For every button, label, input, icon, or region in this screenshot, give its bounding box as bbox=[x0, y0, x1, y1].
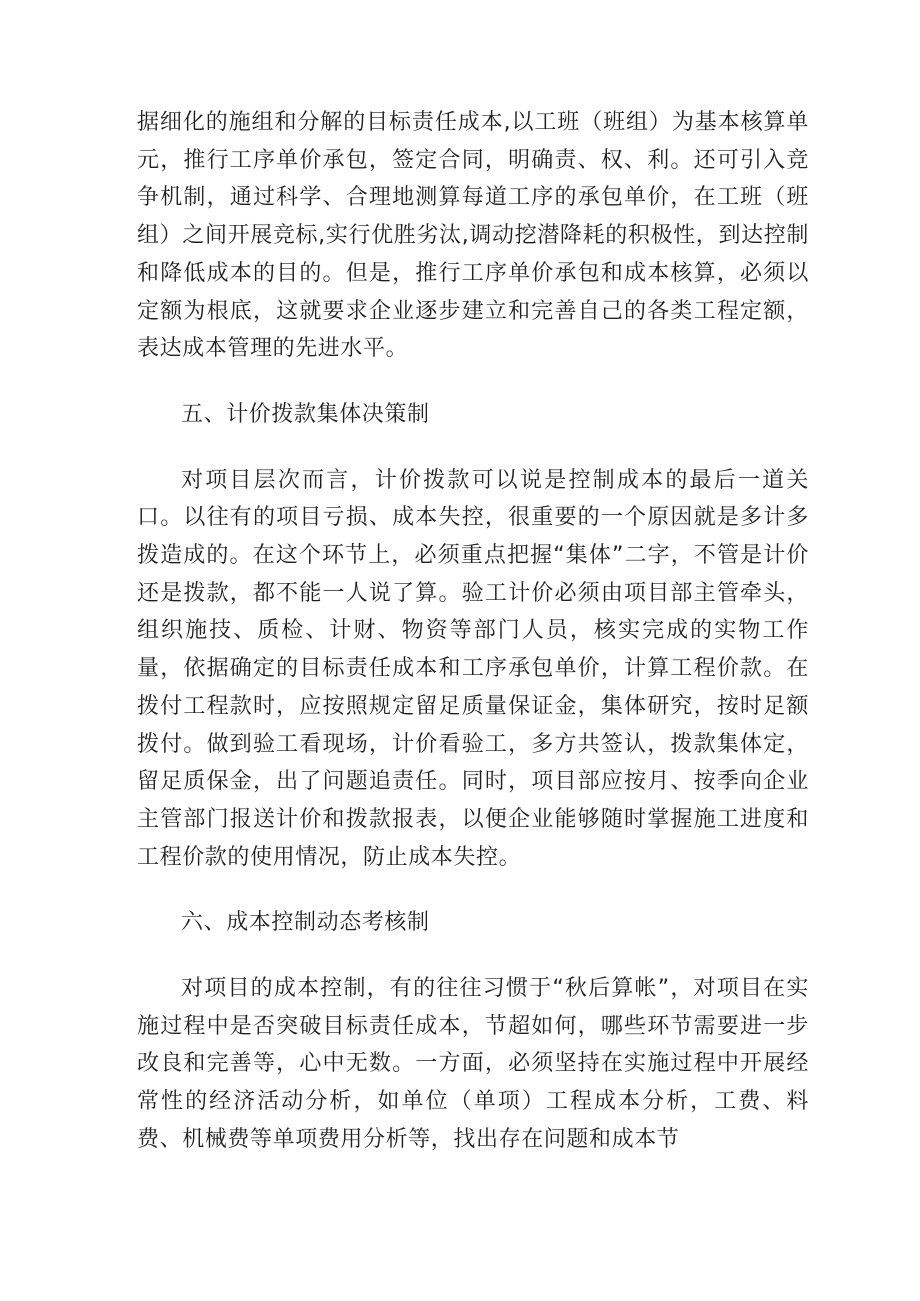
continuation-paragraph: 据细化的施组和分解的目标责任成本,以工班（班组）为基本核算单元，推行工序单价承包，签定合同，明确责、权、利。还可引入竞争机制，通过科学、合理地测算每道工序的承包单价，在工班（班组）之间开展竞标,实行优胜劣汰,调动挖潜降耗的积极性，到达控制和降低成本的目的。但是，推行工序单价承包和成本核算，必须以定额为根底，这就要求企业逐步建立和完善自己的各类工程定额，表达成本管理的先进水平。 bbox=[137, 110, 809, 362]
section-5-paragraph: 对项目层次而言，计价拨款可以说是控制成本的最后一道关口。以往有的项目亏损、成本失控，很重要的一个原因就是多计多拨造成的。在这个环节上，必须重点把握“集体”二字，不管是计价还是拨款，都不能一人说了算。验工计价必须由项目部主管牵头，组织施技、质检、计财、物资等部门人员，核实完成的实物工作量，依据确定的目标责任成本和工序承包单价，计算工程价款。在拨付工程款时，应按照规定留足质量保证金，集体研究，按时足额拨付。做到验工看现场，计价看验工，多方共签认，拨款集体定，留足质保金，出了问题追责任。同时，项目部应按月、按季向企业主管部门报送计价和拨款报表，以便企业能够随时掌握施工进度和工程价款的使用情况，防止成本失控。 bbox=[137, 467, 809, 870]
section-heading-6: 六、成本控制动态考核制 bbox=[181, 910, 430, 936]
section-6-paragraph: 对项目的成本控制，有的往往习惯于“秋后算帐”，对项目在实施过程中是否突破目标责任成本，节超如何，哪些环节需要进一步改良和完善等，心中无数。一方面，必须坚持在实施过程中开展经常性的经济活动分析，如单位（单项）工程成本分析，工费、料费、机械费等单项费用分析等，找出存在问题和成本节 bbox=[137, 976, 809, 1152]
document-body bbox=[137, 104, 809, 1159]
section-heading-5: 五、计价拨款集体决策制 bbox=[181, 401, 430, 427]
